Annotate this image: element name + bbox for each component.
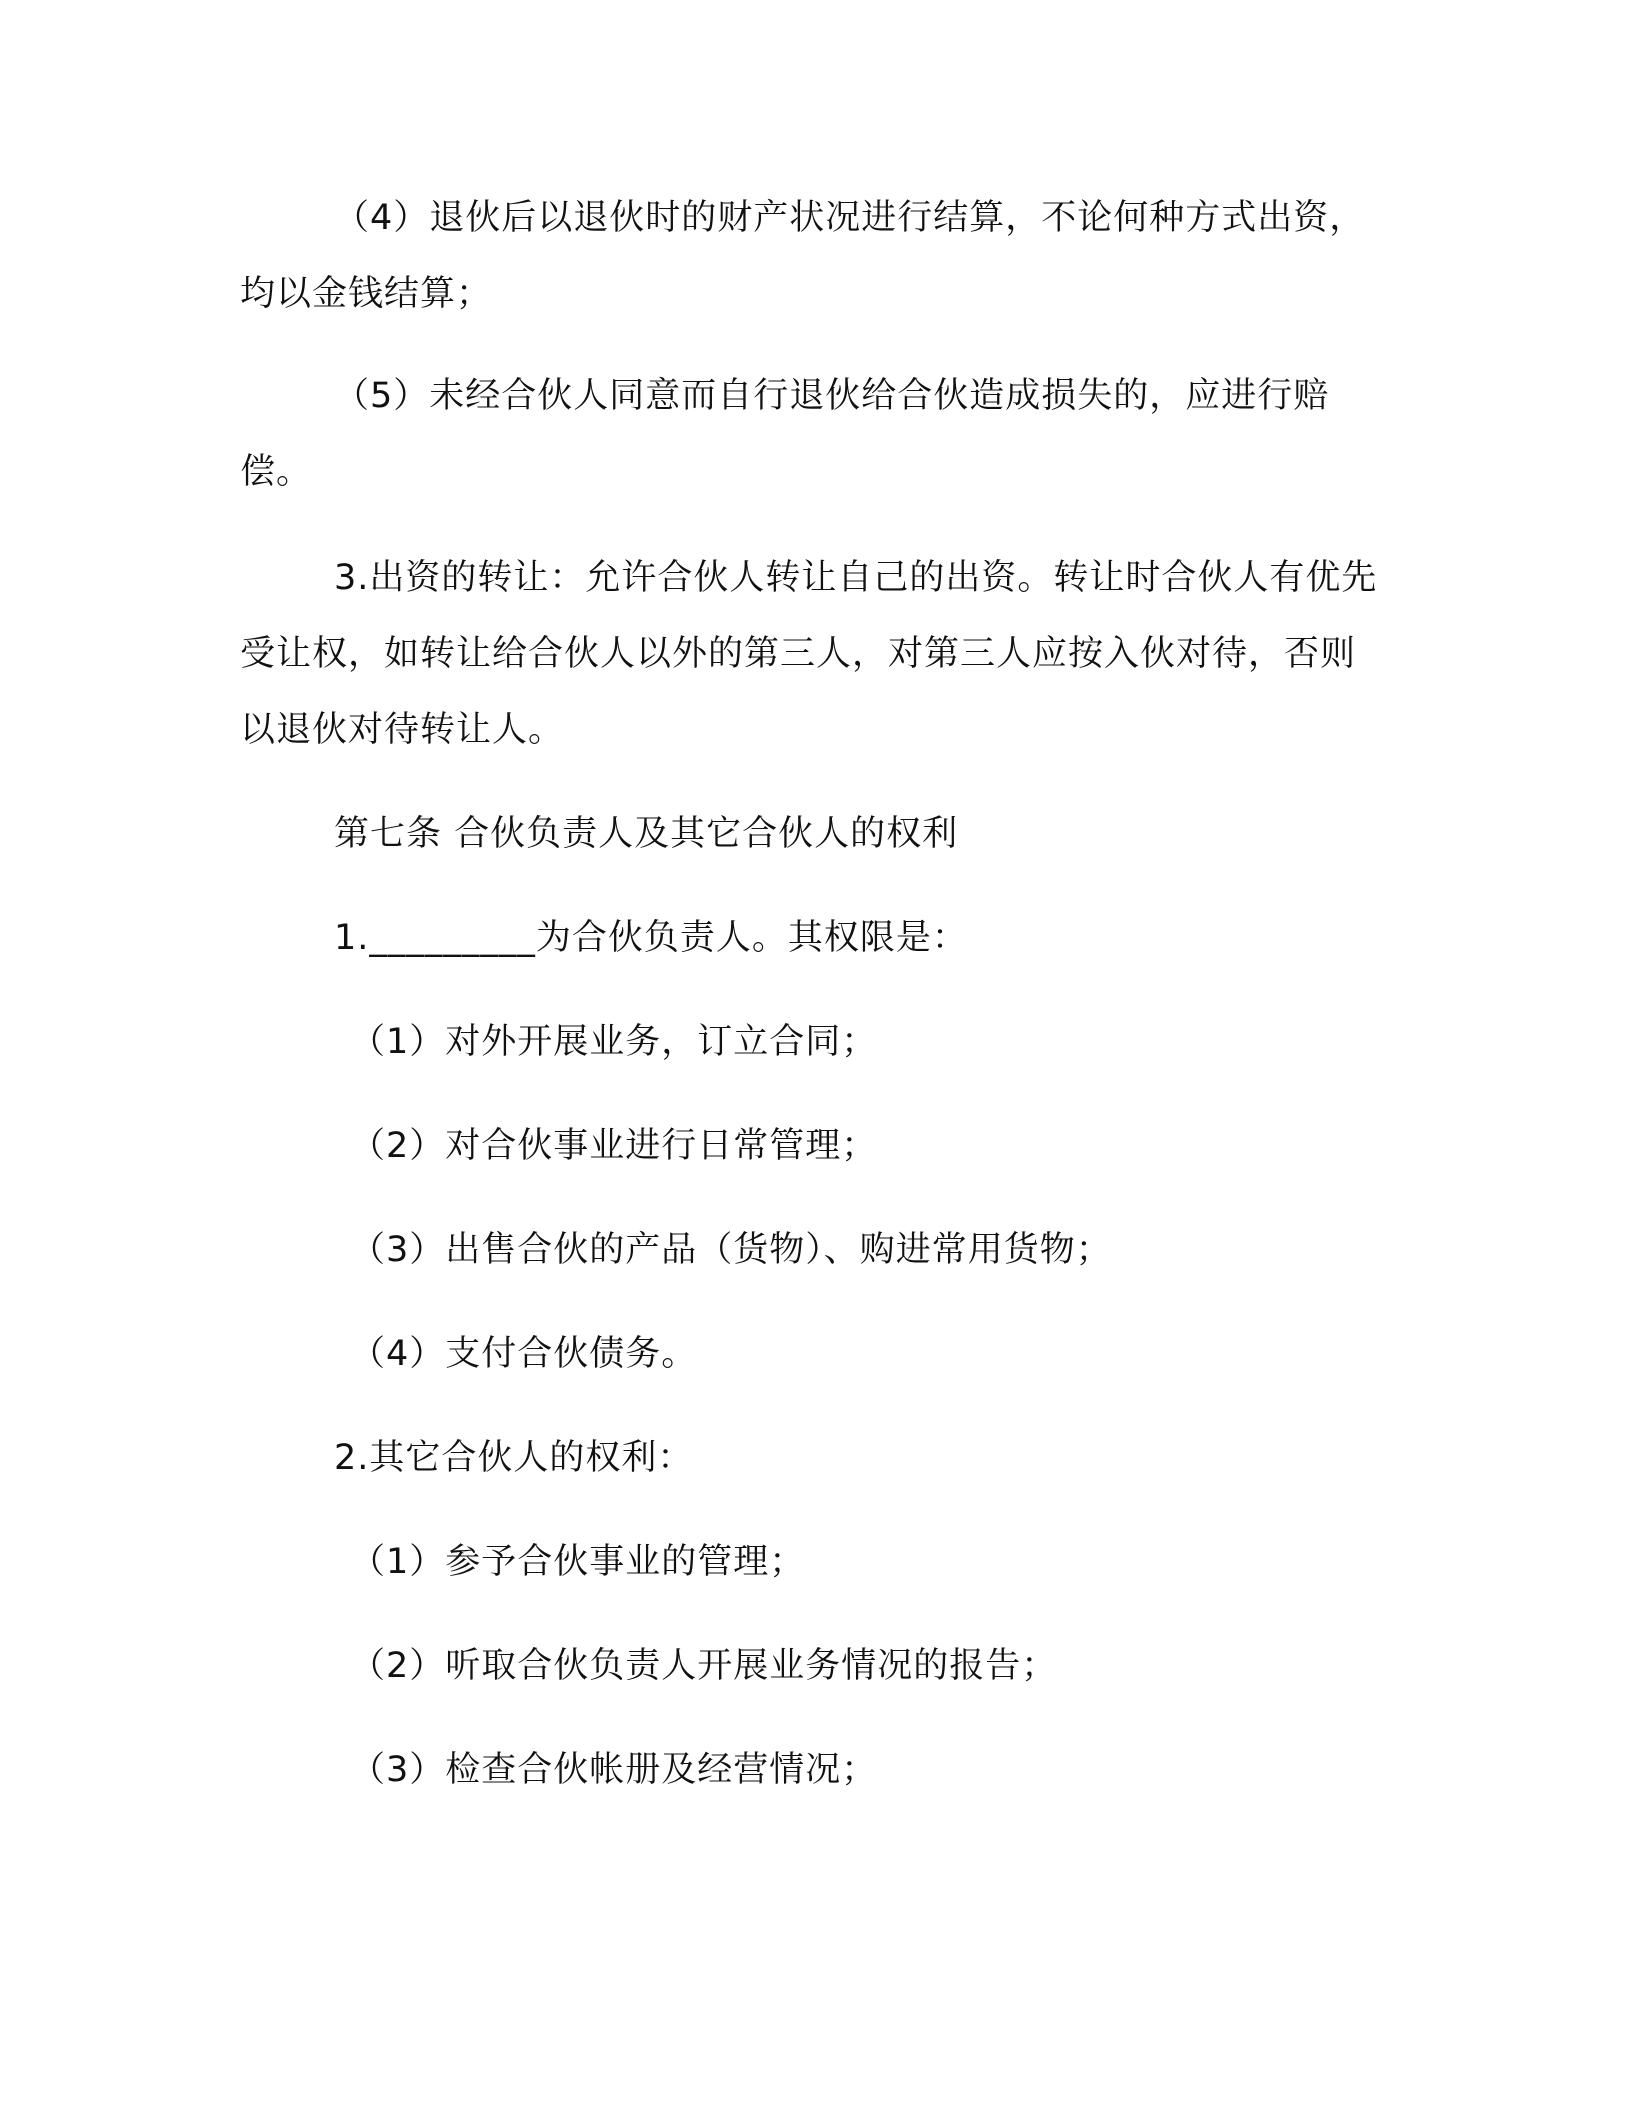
- paragraph-partner-leader: 1._________为合伙负责人。其权限是：: [334, 918, 968, 958]
- paragraph-withdrawal-compensation: （5）未经合伙人同意而自行退伙给合伙造成损失的，应进行赔偿。: [240, 376, 1330, 492]
- list-item-external-business: （1）对外开展业务，订立合同；: [350, 1022, 878, 1062]
- paragraph-other-partners-rights: 2.其它合伙人的权利：: [334, 1438, 694, 1478]
- list-item-pay-debts: （4）支付合伙债务。: [350, 1334, 698, 1374]
- paragraph-withdrawal-settlement: （4）退伙后以退伙时的财产状况进行结算，不论何种方式出资，均以金钱结算；: [240, 198, 1366, 314]
- section-heading-article-7: 第七条 合伙负责人及其它合伙人的权利: [334, 814, 959, 854]
- paragraph-capital-transfer: 3.出资的转让：允许合伙人转让自己的出资。转让时合伙人有优先受让权，如转让给合伙人以外的第三人，对第三人应按入伙对待，否则以退伙对待转让人。: [240, 558, 1378, 750]
- list-item-participate-management: （1）参予合伙事业的管理；: [350, 1542, 806, 1582]
- list-item-hear-reports: （2）听取合伙负责人开展业务情况的报告；: [350, 1646, 1058, 1686]
- list-item-sell-purchase: （3）出售合伙的产品（货物）、购进常用货物；: [350, 1230, 1112, 1270]
- list-item-daily-management: （2）对合伙事业进行日常管理；: [350, 1126, 878, 1166]
- list-item-check-accounts: （3）检查合伙帐册及经营情况；: [350, 1750, 878, 1790]
